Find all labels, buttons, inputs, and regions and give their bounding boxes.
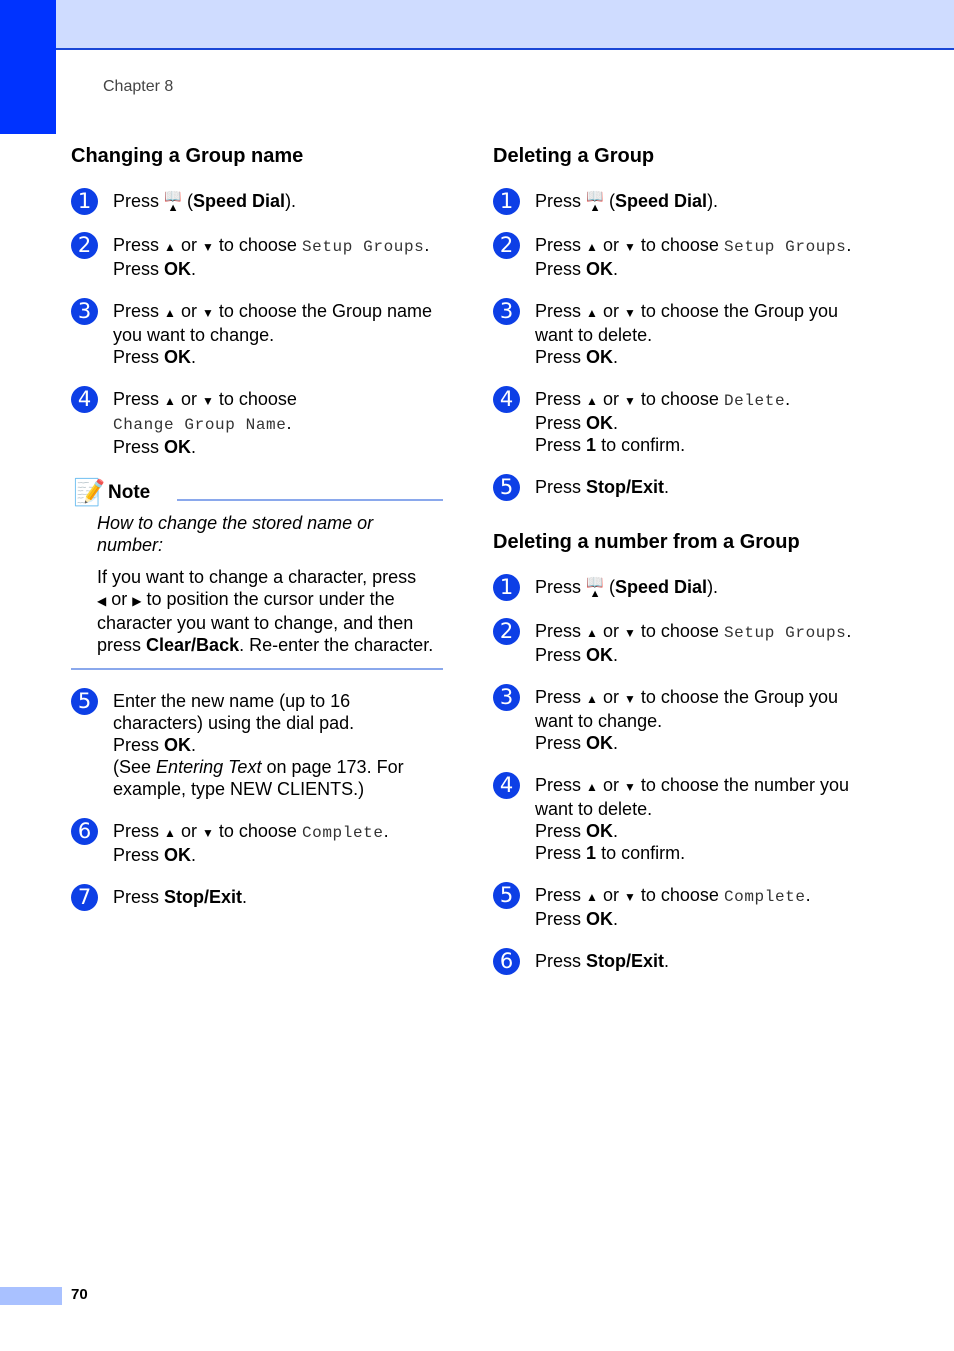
step-number: 2 [71, 232, 98, 259]
down-arrow-icon: ▼ [201, 394, 214, 408]
down-arrow-icon: ▼ [623, 692, 636, 706]
note-italic: How to change the stored name or number: [97, 513, 374, 555]
step-delete-2: 2 Press ▲ or ▼ to choose Setup Groups. Press OK. [493, 234, 865, 280]
note-paragraph: If you want to change a character, press ◀ or ▶ to position the cursor under the character you want to change, and then press Clear/Back. Re-enter the character. [97, 567, 434, 655]
up-arrow-icon: ▲ [586, 890, 598, 904]
down-arrow-icon: ▼ [201, 826, 214, 840]
step-number: 7 [71, 884, 98, 911]
up-arrow-icon: ▲ [164, 240, 176, 254]
step-delnum-1: 1 Press 📖 ▲ (Speed Dial). [493, 576, 865, 600]
step-number: 6 [493, 948, 520, 975]
step-number: 4 [71, 386, 98, 413]
step-change-1: 1 Press 📖 ▲ (Speed Dial). [71, 190, 443, 214]
up-arrow-icon: ▲ [164, 306, 176, 320]
step-number: 3 [71, 298, 98, 325]
section-title-deleting-number: Deleting a number from a Group [493, 531, 800, 553]
step-number: 1 [493, 188, 520, 215]
step-number: 2 [493, 232, 520, 259]
step-number: 2 [493, 618, 520, 645]
page-number: 70 [71, 1286, 88, 1303]
note-box [71, 478, 443, 670]
step-number: 1 [493, 574, 520, 601]
down-arrow-icon: ▼ [201, 306, 214, 320]
step-delete-5: 5 Press Stop/Exit. [493, 476, 865, 498]
step-number: 4 [493, 386, 520, 413]
step-number: 4 [493, 772, 520, 799]
step-delete-3: 3 Press ▲ or ▼ to choose the Group you want to delete. Press OK. [493, 300, 865, 368]
down-arrow-icon: ▼ [623, 890, 636, 904]
up-arrow-icon: ▲ [586, 692, 598, 706]
step-number: 5 [71, 688, 98, 715]
book-icon: 📖 ▲ [586, 574, 604, 600]
up-arrow-icon: ▲ [586, 780, 598, 794]
step-delnum-2: 2 Press ▲ or ▼ to choose Setup Groups. Press OK. [493, 620, 865, 666]
step-delete-4: 4 Press ▲ or ▼ to choose Delete. Press OK. Press 1 to confirm. [493, 388, 865, 456]
step-number: 5 [493, 474, 520, 501]
step-delete-1: 1 Press 📖 ▲ (Speed Dial). [493, 190, 865, 214]
note-bottom-divider [71, 668, 443, 670]
step-delnum-5: 5 Press ▲ or ▼ to choose Complete. Press OK. [493, 884, 865, 930]
book-icon: 📖 ▲ [164, 188, 182, 214]
down-arrow-icon: ▼ [623, 394, 636, 408]
down-arrow-icon: ▼ [623, 626, 636, 640]
step-number: 5 [493, 882, 520, 909]
step-delnum-3: 3 Press ▲ or ▼ to choose the Group you want to change. Press OK. [493, 686, 865, 754]
step-number: 6 [71, 818, 98, 845]
left-column [71, 142, 443, 928]
step-change-4: 4 Press ▲ or ▼ to choose Change Group Name. Press OK. [71, 388, 443, 458]
down-arrow-icon: ▼ [623, 780, 636, 794]
step-change-5: 5 Enter the new name (up to 16 characters) using the dial pad. Press OK. (See Entering Text on page 173. For example, type NEW CLIENTS.) [71, 690, 443, 800]
step-change-7: 7 Press Stop/Exit. [71, 886, 443, 908]
up-arrow-icon: ▲ [164, 826, 176, 840]
up-arrow-icon: ▲ [586, 240, 598, 254]
up-arrow-icon: ▲ [586, 306, 598, 320]
step-number: 3 [493, 298, 520, 325]
up-arrow-icon: ▲ [164, 394, 176, 408]
step-change-6: 6 Press ▲ or ▼ to choose Complete. Press OK. [71, 820, 443, 866]
step-delnum-6: 6 Press Stop/Exit. [493, 950, 865, 972]
section-title-changing-group: Changing a Group name [71, 145, 304, 167]
down-arrow-icon: ▼ [201, 240, 214, 254]
step-number: 1 [71, 188, 98, 215]
chapter-tab [0, 0, 56, 134]
step-number: 3 [493, 684, 520, 711]
step-change-2: 2 Press ▲ or ▼ to choose Setup Groups. Press OK. [71, 234, 443, 280]
note-label: Note [108, 482, 151, 503]
book-icon: 📖 ▲ [586, 188, 604, 214]
section-title-deleting-group: Deleting a Group [493, 145, 655, 167]
up-arrow-icon: ▲ [586, 394, 598, 408]
footer-bar [0, 1287, 62, 1305]
right-column [493, 142, 865, 992]
up-arrow-icon: ▲ [586, 626, 598, 640]
right-arrow-icon: ▶ [132, 594, 142, 608]
header-band [56, 0, 954, 50]
chapter-label: Chapter 8 [103, 78, 174, 95]
note-pencil-icon: 📝 [73, 477, 106, 507]
down-arrow-icon: ▼ [623, 240, 636, 254]
step-delnum-4: 4 Press ▲ or ▼ to choose the number you want to delete. Press OK. Press 1 to confirm. [493, 774, 865, 864]
step-change-3: 3 Press ▲ or ▼ to choose the Group name you want to change. Press OK. [71, 300, 443, 368]
left-arrow-icon: ◀ [97, 594, 107, 608]
down-arrow-icon: ▼ [623, 306, 636, 320]
note-divider [177, 499, 443, 501]
